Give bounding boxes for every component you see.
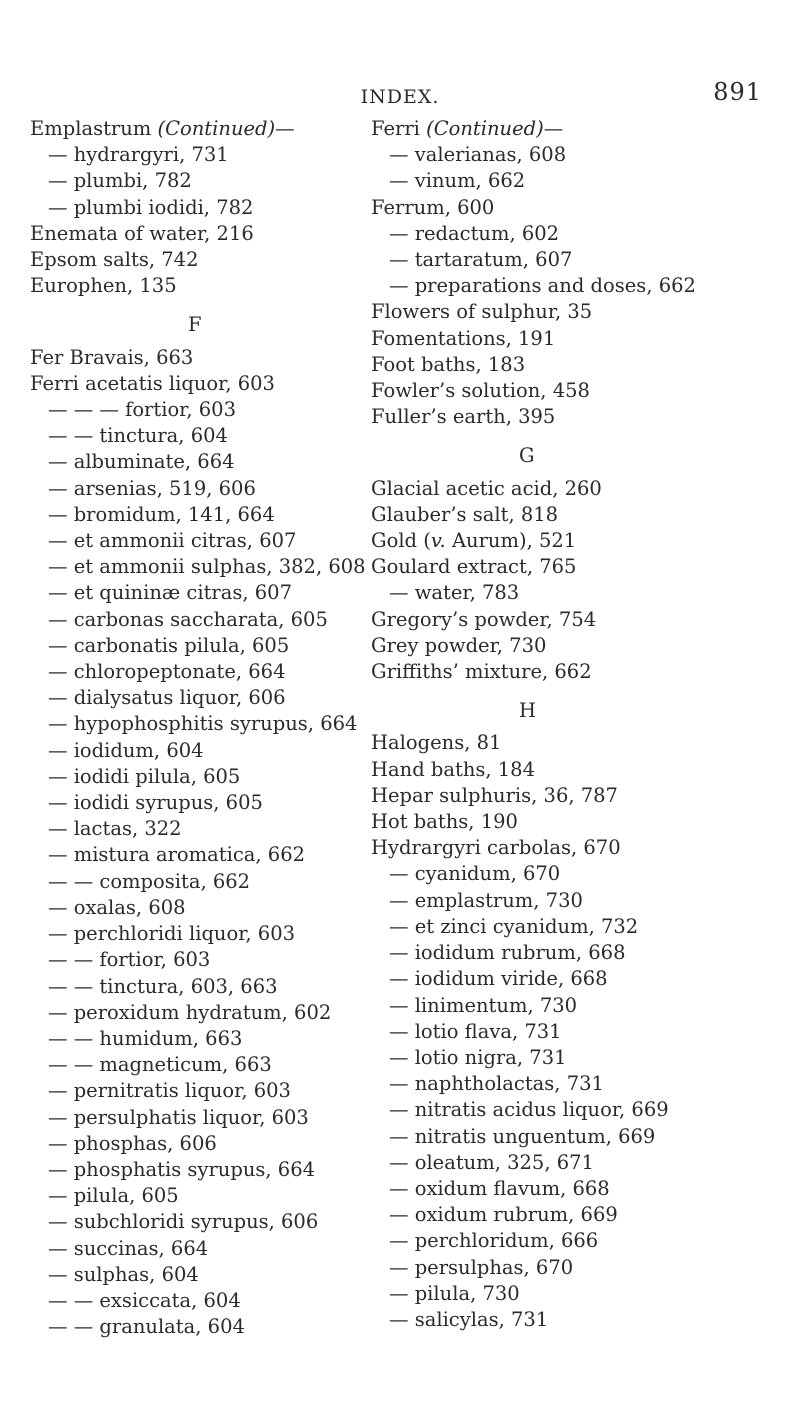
section-letter: F (188, 313, 202, 337)
index-subentry (371, 1071, 781, 1097)
index-entry (371, 730, 781, 756)
index-entry (371, 659, 781, 685)
entry-text: — et ammonii citras, 607 (48, 529, 297, 553)
index-entry (371, 809, 781, 835)
index-column-left (30, 116, 366, 1340)
page-number: 891 (713, 78, 762, 106)
index-entry (371, 326, 781, 352)
entry-text: Fomentations, 191 (371, 326, 556, 350)
entry-text: Flowers of sulphur, 35 (371, 300, 593, 324)
index-entry (30, 221, 360, 247)
entry-text: — — tinctura, 603, 663 (48, 974, 278, 998)
index-subentry (371, 168, 781, 194)
index-column-right (371, 116, 781, 1333)
entry-text: Halogens, 81 (371, 731, 502, 755)
entry-text: — dialysatus liquor, 606 (48, 686, 286, 710)
entry-text: — naphtholactas, 731 (389, 1072, 604, 1096)
index-entry (371, 195, 781, 221)
entry-text: Ferrum, 600 (371, 195, 495, 219)
index-subentry (30, 1209, 360, 1235)
index-subentry (30, 142, 360, 168)
index-subentry (371, 1307, 781, 1333)
entry-text: — chloropeptonate, 664 (48, 660, 286, 684)
entry-text: — pilula, 605 (48, 1184, 179, 1208)
index-subentry (30, 869, 360, 895)
entry-text: — et ammonii sulphas, 382, 608 (48, 555, 366, 579)
entry-text: — albuminate, 664 (48, 450, 235, 474)
entry-text: — — tinctura, 604 (48, 424, 228, 448)
entry-text: Hand baths, 184 (371, 757, 535, 781)
index-subentry (30, 764, 360, 790)
index-subentry (371, 1228, 781, 1254)
entry-text: — tartaratum, 607 (389, 248, 573, 272)
index-subentry (30, 1026, 360, 1052)
index-subentry (30, 195, 360, 221)
index-subentry (30, 659, 360, 685)
entry-text: Goulard extract, 765 (371, 555, 577, 579)
entry-text: Fuller’s earth, 395 (371, 405, 556, 429)
index-subentry (30, 738, 360, 764)
index-subentry (30, 607, 360, 633)
index-subentry (30, 1078, 360, 1104)
entry-text: Ferri acetatis liquor, 603 (30, 371, 275, 395)
entry-text: — pilula, 730 (389, 1281, 520, 1305)
entry-text: — persulphatis liquor, 603 (48, 1105, 309, 1129)
entry-text: — — composita, 662 (48, 869, 251, 893)
entry-text: Gold ( (371, 529, 431, 553)
entry-text: — preparations and doses, 662 (389, 274, 696, 298)
index-subentry (371, 1176, 781, 1202)
entry-text: — et quininæ citras, 607 (48, 581, 292, 605)
index-subentry (30, 1052, 360, 1078)
index-entry (371, 116, 781, 142)
index-subentry (371, 1019, 781, 1045)
index-subentry (371, 247, 781, 273)
index-entry (30, 345, 360, 371)
index-entry (371, 352, 781, 378)
entry-tail-text: Aurum), 521 (445, 529, 577, 553)
index-subentry (30, 423, 360, 449)
index-subentry (371, 273, 781, 299)
entry-text: Gregory’s powder, 754 (371, 607, 597, 631)
entry-italic-text: (Continued) (157, 117, 276, 140)
entry-text: — iodidi pilula, 605 (48, 764, 241, 788)
entry-italic-text: v. (430, 529, 446, 553)
index-subentry (30, 816, 360, 842)
entry-text: — persulphas, 670 (389, 1255, 574, 1279)
entry-text: — phosphatis syrupus, 664 (48, 1157, 316, 1181)
index-subentry (30, 633, 360, 659)
index-subentry (371, 940, 781, 966)
index-entry (30, 247, 360, 273)
index-entry (371, 633, 781, 659)
index-subentry (371, 1150, 781, 1176)
index-subentry (371, 221, 781, 247)
entry-text: — peroxidum hydratum, 602 (48, 1000, 332, 1024)
entry-text: Foot baths, 183 (371, 352, 526, 376)
entry-text: — subchloridi syrupus, 606 (48, 1210, 319, 1234)
index-subentry (30, 554, 366, 580)
entry-text: — — magneticum, 663 (48, 1053, 272, 1077)
index-subentry (371, 580, 781, 606)
index-subentry (30, 1183, 360, 1209)
entry-text: — phosphas, 606 (48, 1131, 217, 1155)
entry-text: — arsenias, 519, 606 (48, 476, 256, 500)
index-subentry (30, 1105, 360, 1131)
entry-text: Glacial acetic acid, 260 (371, 476, 602, 500)
entry-text: — plumbi, 782 (48, 169, 192, 193)
entry-text: — water, 783 (389, 581, 520, 605)
entry-text: — oxalas, 608 (48, 895, 186, 919)
entry-text: Hepar sulphuris, 36, 787 (371, 783, 618, 807)
entry-text: — plumbi iodidi, 782 (48, 195, 254, 219)
index-entry (371, 528, 781, 554)
entry-text: — succinas, 664 (48, 1236, 209, 1260)
index-subentry (371, 966, 781, 992)
index-subentry (371, 1045, 781, 1071)
entry-text: — redactum, 602 (389, 221, 560, 245)
index-entry (371, 476, 781, 502)
entry-text: — perchloridum, 666 (389, 1229, 599, 1253)
entry-text: — carbonatis pilula, 605 (48, 633, 290, 657)
index-entry (371, 607, 781, 633)
index-subentry (30, 895, 360, 921)
entry-text: — perchloridi liquor, 603 (48, 922, 296, 946)
entry-text: — hypophosphitis syrupus, 664 (48, 712, 358, 736)
entry-text: — salicylas, 731 (389, 1307, 549, 1331)
index-subentry (30, 502, 360, 528)
section-gap (30, 299, 360, 312)
entry-text: — emplastrum, 730 (389, 888, 583, 912)
index-subentry (371, 1255, 781, 1281)
index-subentry (371, 914, 781, 940)
index-subentry (30, 685, 360, 711)
index-subentry (30, 476, 360, 502)
index-subentry (371, 1124, 781, 1150)
index-entry (371, 835, 781, 861)
entry-text: — linimentum, 730 (389, 993, 578, 1017)
entry-text: Fowler’s solution, 458 (371, 379, 590, 403)
section-letter: G (519, 444, 535, 468)
index-entry (371, 378, 781, 404)
index-subentry (30, 397, 360, 423)
entry-tail-text: — (275, 117, 295, 140)
entry-text: — oxidum rubrum, 669 (389, 1203, 618, 1227)
entry-text: — lotio nigra, 731 (389, 1045, 567, 1069)
entry-text: — nitratis acidus liquor, 669 (389, 1098, 669, 1122)
index-entry (371, 757, 781, 783)
index-subentry (371, 1097, 781, 1123)
entry-text: Epsom salts, 742 (30, 248, 199, 272)
index-subentry (30, 790, 360, 816)
entry-text: — — — fortior, 603 (48, 398, 236, 422)
index-subentry (30, 1000, 360, 1026)
entry-text: Glauber’s salt, 818 (371, 502, 559, 526)
entry-text: — oleatum, 325, 671 (389, 1150, 594, 1174)
index-subentry (371, 142, 781, 168)
entry-text: — — humidum, 663 (48, 1026, 243, 1050)
index-subentry (30, 1314, 360, 1340)
entry-text: — et zinci cyanidum, 732 (389, 914, 639, 938)
entry-text: — mistura aromatica, 662 (48, 843, 306, 867)
index-subentry (30, 1131, 360, 1157)
index-subentry (371, 1281, 781, 1307)
index-entry (371, 299, 781, 325)
entry-text: — carbonas saccharata, 605 (48, 607, 328, 631)
index-subentry (371, 993, 781, 1019)
index-entry (30, 273, 360, 299)
index-subentry (30, 921, 360, 947)
entry-text: Griffiths’ mixture, 662 (371, 660, 592, 684)
entry-text: — iodidum viride, 668 (389, 967, 608, 991)
index-entry (371, 404, 781, 430)
entry-text: — valerianas, 608 (389, 143, 567, 167)
index-subentry (371, 1202, 781, 1228)
section-gap (371, 430, 781, 443)
entry-text: — nitratis unguentum, 669 (389, 1124, 656, 1148)
section-letter: H (519, 699, 537, 723)
entry-text: Enemata of water, 216 (30, 221, 254, 245)
index-subentry (30, 1262, 360, 1288)
entry-text: — — granulata, 604 (48, 1315, 245, 1339)
index-subentry (30, 842, 360, 868)
index-subentry (30, 449, 360, 475)
entry-text: — hydrargyri, 731 (48, 143, 229, 167)
index-entry (371, 502, 781, 528)
index-subentry (30, 580, 360, 606)
entry-text: — lactas, 322 (48, 817, 182, 841)
index-subentry (30, 168, 360, 194)
section-gap (371, 685, 781, 698)
entry-text: — bromidum, 141, 664 (48, 502, 275, 526)
entry-tail-text: — (543, 117, 564, 140)
entry-italic-text: (Continued) (426, 117, 544, 140)
index-entry (30, 371, 360, 397)
entry-text: — vinum, 662 (389, 169, 526, 193)
index-subentry (30, 1157, 360, 1183)
index-subentry (30, 528, 360, 554)
entry-text: Hydrargyri carbolas, 670 (371, 836, 621, 860)
running-head: INDEX. (360, 86, 440, 108)
index-subentry (371, 861, 781, 887)
entry-text: Emplastrum (30, 117, 158, 140)
entry-text: Europhen, 135 (30, 274, 177, 298)
entry-text: — iodidi syrupus, 605 (48, 791, 263, 815)
index-subentry (30, 947, 360, 973)
entry-text: — lotio flava, 731 (389, 1019, 562, 1043)
index-subentry (30, 1288, 360, 1314)
index-subentry (30, 1236, 360, 1262)
entry-text: — — exsiccata, 604 (48, 1288, 241, 1312)
entry-text: — iodidum rubrum, 668 (389, 941, 626, 965)
entry-text: Fer Bravais, 663 (30, 345, 194, 369)
entry-text: — — fortior, 603 (48, 948, 211, 972)
index-entry (30, 116, 360, 142)
entry-text: — sulphas, 604 (48, 1262, 199, 1286)
index-subentry (30, 974, 360, 1000)
index-subentry (30, 711, 360, 737)
entry-text: Hot baths, 190 (371, 810, 518, 834)
index-entry (371, 554, 781, 580)
index-subentry (371, 888, 781, 914)
entry-text: Grey powder, 730 (371, 633, 547, 657)
entry-text: — iodidum, 604 (48, 738, 204, 762)
entry-text: Ferri (371, 117, 427, 140)
entry-text: — pernitratis liquor, 603 (48, 1079, 291, 1103)
index-entry (371, 783, 781, 809)
entry-text: — cyanidum, 670 (389, 862, 561, 886)
entry-text: — oxidum flavum, 668 (389, 1176, 610, 1200)
